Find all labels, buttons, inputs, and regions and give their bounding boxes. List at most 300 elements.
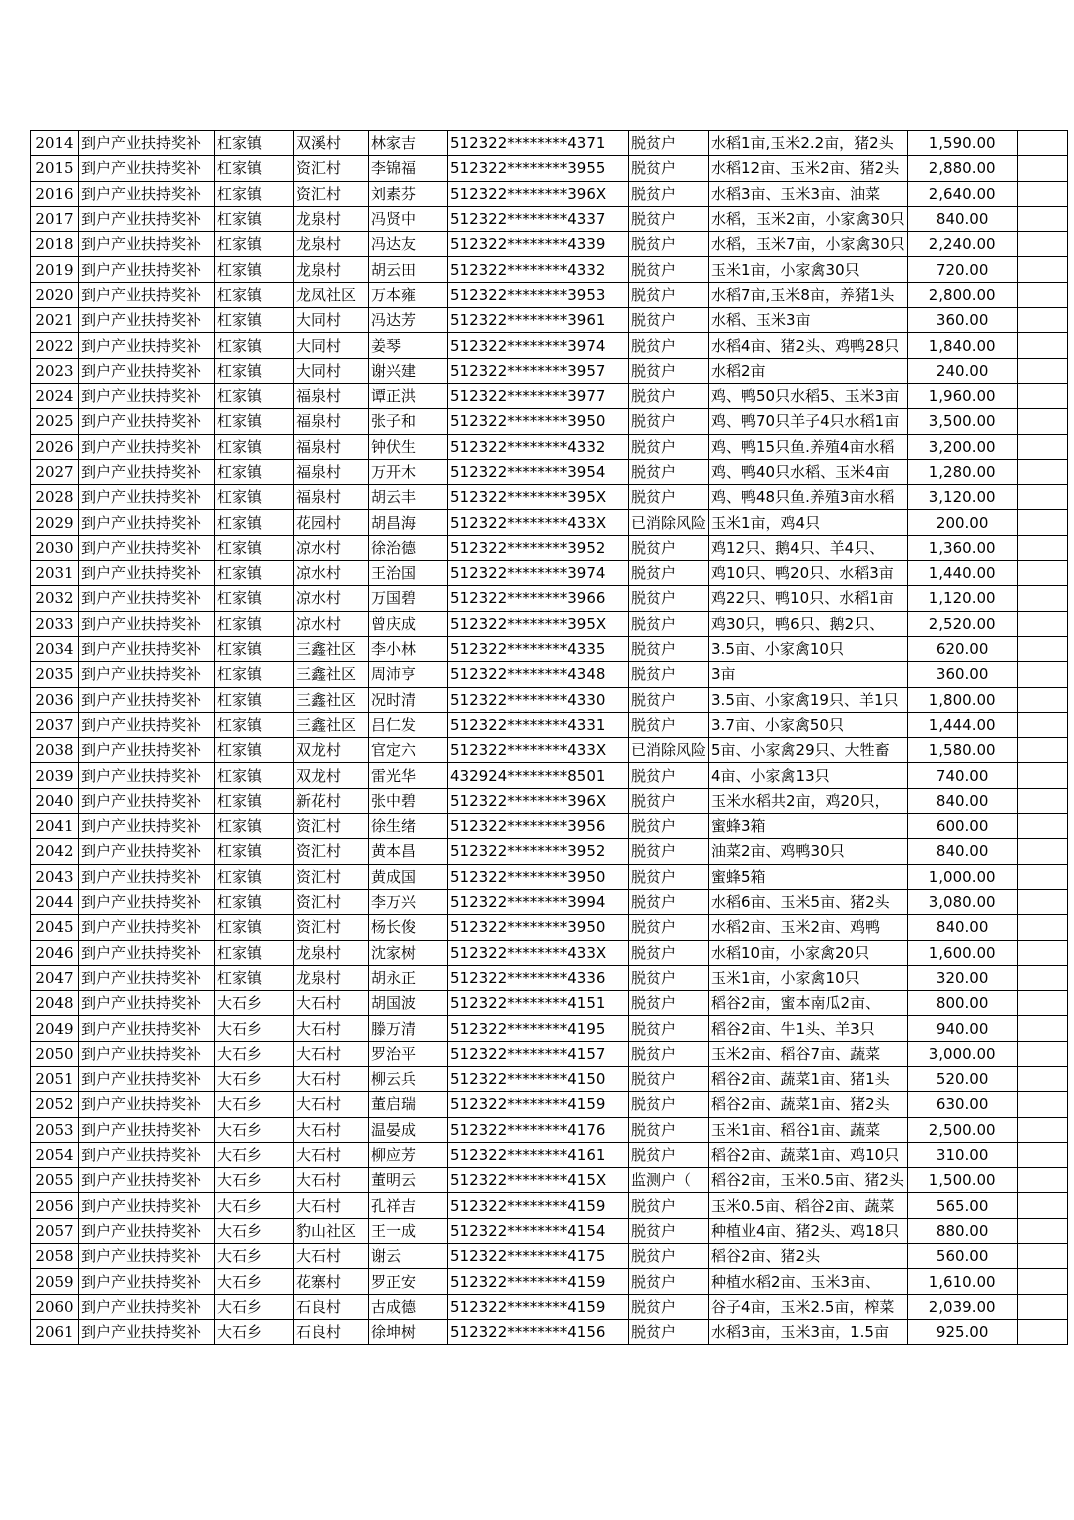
cell-village: 双龙村 xyxy=(294,738,369,763)
cell-remark xyxy=(1017,1168,1067,1193)
cell-amount: 740.00 xyxy=(907,763,1017,788)
cell-town: 杠家镇 xyxy=(215,232,294,257)
cell-town: 大石乡 xyxy=(215,1269,294,1294)
cell-amount: 925.00 xyxy=(907,1319,1017,1344)
cell-town: 杠家镇 xyxy=(215,712,294,737)
cell-subsidy-type: 到户产业扶持奖补 xyxy=(79,1319,215,1344)
cell-household-status: 脱贫户 xyxy=(629,1092,709,1117)
cell-amount: 2,880.00 xyxy=(907,156,1017,181)
cell-town: 大石乡 xyxy=(215,1168,294,1193)
cell-amount: 1,500.00 xyxy=(907,1168,1017,1193)
cell-village: 凉水村 xyxy=(294,611,369,636)
cell-id-number: 512322********4150 xyxy=(448,1066,629,1091)
cell-household-status: 脱贫户 xyxy=(629,308,709,333)
cell-industry-details: 3.7亩、小家禽50只 xyxy=(709,712,908,737)
cell-id-number: 512322********4176 xyxy=(448,1117,629,1142)
cell-name: 徐坤树 xyxy=(369,1319,448,1344)
cell-amount: 2,240.00 xyxy=(907,232,1017,257)
cell-town: 杠家镇 xyxy=(215,333,294,358)
cell-id-number: 512322********3952 xyxy=(448,839,629,864)
cell-remark xyxy=(1017,282,1067,307)
cell-industry-details: 鸡22只、鸭10只、水稻1亩 xyxy=(709,586,908,611)
cell-row-number: 2031 xyxy=(31,561,79,586)
cell-subsidy-type: 到户产业扶持奖补 xyxy=(79,763,215,788)
cell-subsidy-type: 到户产业扶持奖补 xyxy=(79,1016,215,1041)
cell-village: 新花村 xyxy=(294,788,369,813)
cell-village: 花寨村 xyxy=(294,1269,369,1294)
table-body xyxy=(31,131,1068,1345)
table-row xyxy=(31,1218,1068,1243)
cell-amount: 3,200.00 xyxy=(907,434,1017,459)
cell-household-status: 脱贫户 xyxy=(629,561,709,586)
cell-village: 大同村 xyxy=(294,308,369,333)
cell-household-status: 脱贫户 xyxy=(629,409,709,434)
cell-row-number: 2053 xyxy=(31,1117,79,1142)
cell-industry-details: 稻谷2亩、牛1头、羊3只 xyxy=(709,1016,908,1041)
cell-name: 温晏成 xyxy=(369,1117,448,1142)
cell-household-status: 脱贫户 xyxy=(629,156,709,181)
cell-subsidy-type: 到户产业扶持奖补 xyxy=(79,409,215,434)
cell-subsidy-type: 到户产业扶持奖补 xyxy=(79,1244,215,1269)
cell-amount: 520.00 xyxy=(907,1066,1017,1091)
cell-town: 杠家镇 xyxy=(215,459,294,484)
cell-remark xyxy=(1017,1269,1067,1294)
cell-amount: 310.00 xyxy=(907,1142,1017,1167)
cell-subsidy-type: 到户产业扶持奖补 xyxy=(79,358,215,383)
cell-amount: 560.00 xyxy=(907,1244,1017,1269)
cell-name: 李万兴 xyxy=(369,889,448,914)
cell-row-number: 2051 xyxy=(31,1066,79,1091)
cell-amount: 3,080.00 xyxy=(907,889,1017,914)
cell-village: 龙泉村 xyxy=(294,257,369,282)
cell-name: 董启瑞 xyxy=(369,1092,448,1117)
table-row xyxy=(31,206,1068,231)
cell-village: 大石村 xyxy=(294,1092,369,1117)
cell-subsidy-type: 到户产业扶持奖补 xyxy=(79,459,215,484)
table-row xyxy=(31,1117,1068,1142)
cell-town: 杠家镇 xyxy=(215,206,294,231)
table-row xyxy=(31,965,1068,990)
cell-row-number: 2025 xyxy=(31,409,79,434)
cell-row-number: 2019 xyxy=(31,257,79,282)
cell-id-number: 512322********4331 xyxy=(448,712,629,737)
cell-name: 万国碧 xyxy=(369,586,448,611)
cell-subsidy-type: 到户产业扶持奖补 xyxy=(79,1193,215,1218)
cell-industry-details: 水稻3亩，玉米3亩，1.5亩 xyxy=(709,1319,908,1344)
cell-id-number: 512322********4156 xyxy=(448,1319,629,1344)
cell-industry-details: 鸡、鸭50只水稻5、玉米3亩 xyxy=(709,383,908,408)
cell-village: 资汇村 xyxy=(294,156,369,181)
cell-town: 大石乡 xyxy=(215,1092,294,1117)
cell-remark xyxy=(1017,1218,1067,1243)
cell-village: 凉水村 xyxy=(294,535,369,560)
cell-village: 资汇村 xyxy=(294,181,369,206)
cell-town: 杠家镇 xyxy=(215,561,294,586)
cell-household-status: 脱贫户 xyxy=(629,763,709,788)
cell-row-number: 2024 xyxy=(31,383,79,408)
cell-industry-details: 水稻7亩,玉米8亩，养猪1头 xyxy=(709,282,908,307)
cell-industry-details: 3亩 xyxy=(709,662,908,687)
cell-amount: 200.00 xyxy=(907,510,1017,535)
cell-remark xyxy=(1017,232,1067,257)
cell-remark xyxy=(1017,409,1067,434)
cell-row-number: 2038 xyxy=(31,738,79,763)
cell-amount: 1,580.00 xyxy=(907,738,1017,763)
cell-remark xyxy=(1017,1092,1067,1117)
table-row xyxy=(31,611,1068,636)
cell-name: 古成德 xyxy=(369,1294,448,1319)
cell-industry-details: 鸡、鸭48只鱼.养殖3亩水稻 xyxy=(709,485,908,510)
cell-id-number: 512322********4335 xyxy=(448,636,629,661)
table-row xyxy=(31,535,1068,560)
cell-row-number: 2050 xyxy=(31,1041,79,1066)
cell-industry-details: 水稻12亩、玉米2亩、猪2头 xyxy=(709,156,908,181)
cell-id-number: 512322********4195 xyxy=(448,1016,629,1041)
cell-remark xyxy=(1017,788,1067,813)
cell-remark xyxy=(1017,586,1067,611)
cell-remark xyxy=(1017,839,1067,864)
cell-industry-details: 水稻2亩 xyxy=(709,358,908,383)
cell-id-number: 512322********3966 xyxy=(448,586,629,611)
cell-id-number: 512322********3950 xyxy=(448,864,629,889)
table-row xyxy=(31,131,1068,156)
table-row xyxy=(31,232,1068,257)
cell-row-number: 2048 xyxy=(31,991,79,1016)
cell-village: 龙泉村 xyxy=(294,940,369,965)
table-row xyxy=(31,1066,1068,1091)
cell-remark xyxy=(1017,1294,1067,1319)
cell-village: 龙泉村 xyxy=(294,965,369,990)
cell-id-number: 512322********4336 xyxy=(448,965,629,990)
cell-name: 冯达芳 xyxy=(369,308,448,333)
cell-industry-details: 稻谷2亩、猪2头 xyxy=(709,1244,908,1269)
cell-id-number: 512322********3950 xyxy=(448,409,629,434)
cell-village: 大同村 xyxy=(294,333,369,358)
cell-remark xyxy=(1017,636,1067,661)
cell-id-number: 512322********433X xyxy=(448,738,629,763)
cell-amount: 840.00 xyxy=(907,839,1017,864)
cell-name: 张子和 xyxy=(369,409,448,434)
table-row xyxy=(31,940,1068,965)
cell-amount: 1,440.00 xyxy=(907,561,1017,586)
cell-id-number: 512322********4332 xyxy=(448,257,629,282)
cell-subsidy-type: 到户产业扶持奖补 xyxy=(79,1269,215,1294)
cell-row-number: 2056 xyxy=(31,1193,79,1218)
cell-remark xyxy=(1017,864,1067,889)
cell-town: 大石乡 xyxy=(215,1319,294,1344)
cell-town: 杠家镇 xyxy=(215,864,294,889)
cell-row-number: 2022 xyxy=(31,333,79,358)
cell-village: 大同村 xyxy=(294,358,369,383)
cell-industry-details: 鸡30只，鸭6只、鹅2只、 xyxy=(709,611,908,636)
cell-household-status: 脱贫户 xyxy=(629,889,709,914)
cell-name: 官定六 xyxy=(369,738,448,763)
cell-id-number: 512322********4348 xyxy=(448,662,629,687)
cell-village: 大石村 xyxy=(294,1193,369,1218)
cell-id-number: 512322********3954 xyxy=(448,459,629,484)
cell-row-number: 2041 xyxy=(31,814,79,839)
cell-row-number: 2052 xyxy=(31,1092,79,1117)
cell-household-status: 脱贫户 xyxy=(629,586,709,611)
cell-town: 杠家镇 xyxy=(215,662,294,687)
cell-subsidy-type: 到户产业扶持奖补 xyxy=(79,662,215,687)
cell-town: 杠家镇 xyxy=(215,965,294,990)
cell-village: 龙泉村 xyxy=(294,232,369,257)
cell-subsidy-type: 到户产业扶持奖补 xyxy=(79,611,215,636)
cell-industry-details: 鸡12只、鹅4只、羊4只、 xyxy=(709,535,908,560)
cell-village: 三鑫社区 xyxy=(294,712,369,737)
table-row xyxy=(31,282,1068,307)
cell-household-status: 脱贫户 xyxy=(629,1016,709,1041)
cell-name: 钟伏生 xyxy=(369,434,448,459)
cell-name: 冯贤中 xyxy=(369,206,448,231)
cell-remark xyxy=(1017,915,1067,940)
cell-subsidy-type: 到户产业扶持奖补 xyxy=(79,1142,215,1167)
cell-subsidy-type: 到户产业扶持奖补 xyxy=(79,687,215,712)
cell-row-number: 2059 xyxy=(31,1269,79,1294)
cell-household-status: 脱贫户 xyxy=(629,333,709,358)
cell-village: 凉水村 xyxy=(294,586,369,611)
cell-subsidy-type: 到户产业扶持奖补 xyxy=(79,1041,215,1066)
table-row xyxy=(31,1269,1068,1294)
cell-name: 谢兴建 xyxy=(369,358,448,383)
cell-row-number: 2014 xyxy=(31,131,79,156)
table-row xyxy=(31,358,1068,383)
cell-id-number: 512322********3956 xyxy=(448,814,629,839)
cell-subsidy-type: 到户产业扶持奖补 xyxy=(79,1117,215,1142)
cell-village: 大石村 xyxy=(294,1016,369,1041)
cell-row-number: 2035 xyxy=(31,662,79,687)
cell-subsidy-type: 到户产业扶持奖补 xyxy=(79,561,215,586)
cell-remark xyxy=(1017,814,1067,839)
cell-household-status: 脱贫户 xyxy=(629,839,709,864)
cell-name: 李锦福 xyxy=(369,156,448,181)
cell-village: 大石村 xyxy=(294,1066,369,1091)
cell-town: 杠家镇 xyxy=(215,181,294,206)
cell-remark xyxy=(1017,611,1067,636)
cell-id-number: 512322********4161 xyxy=(448,1142,629,1167)
cell-household-status: 脱贫户 xyxy=(629,257,709,282)
cell-industry-details: 玉米1亩，鸡4只 xyxy=(709,510,908,535)
cell-household-status: 脱贫户 xyxy=(629,712,709,737)
cell-name: 万开木 xyxy=(369,459,448,484)
cell-household-status: 脱贫户 xyxy=(629,662,709,687)
cell-remark xyxy=(1017,510,1067,535)
cell-town: 杠家镇 xyxy=(215,308,294,333)
cell-amount: 800.00 xyxy=(907,991,1017,1016)
cell-amount: 2,500.00 xyxy=(907,1117,1017,1142)
cell-household-status: 脱贫户 xyxy=(629,991,709,1016)
cell-village: 花园村 xyxy=(294,510,369,535)
cell-name: 滕万清 xyxy=(369,1016,448,1041)
cell-id-number: 432924********8501 xyxy=(448,763,629,788)
cell-remark xyxy=(1017,1319,1067,1344)
table-row xyxy=(31,1319,1068,1344)
cell-industry-details: 玉米水稻共2亩，鸡20只， xyxy=(709,788,908,813)
table-row xyxy=(31,1193,1068,1218)
cell-subsidy-type: 到户产业扶持奖补 xyxy=(79,965,215,990)
cell-id-number: 512322********3952 xyxy=(448,535,629,560)
cell-town: 杠家镇 xyxy=(215,738,294,763)
cell-subsidy-type: 到户产业扶持奖补 xyxy=(79,257,215,282)
cell-industry-details: 水稻4亩、猪2头、鸡鸭28只 xyxy=(709,333,908,358)
cell-village: 凉水村 xyxy=(294,561,369,586)
cell-id-number: 512322********3953 xyxy=(448,282,629,307)
cell-household-status: 脱贫户 xyxy=(629,485,709,510)
cell-name: 林家吉 xyxy=(369,131,448,156)
cell-row-number: 2026 xyxy=(31,434,79,459)
cell-industry-details: 水稻6亩、玉米5亩、猪2头 xyxy=(709,889,908,914)
cell-household-status: 脱贫户 xyxy=(629,636,709,661)
cell-row-number: 2039 xyxy=(31,763,79,788)
table-row xyxy=(31,257,1068,282)
cell-id-number: 512322********3955 xyxy=(448,156,629,181)
cell-subsidy-type: 到户产业扶持奖补 xyxy=(79,1218,215,1243)
cell-row-number: 2027 xyxy=(31,459,79,484)
cell-row-number: 2061 xyxy=(31,1319,79,1344)
cell-town: 杠家镇 xyxy=(215,510,294,535)
cell-name: 胡云田 xyxy=(369,257,448,282)
cell-subsidy-type: 到户产业扶持奖补 xyxy=(79,485,215,510)
cell-row-number: 2042 xyxy=(31,839,79,864)
cell-amount: 600.00 xyxy=(907,814,1017,839)
cell-town: 杠家镇 xyxy=(215,131,294,156)
cell-town: 杠家镇 xyxy=(215,485,294,510)
cell-village: 资汇村 xyxy=(294,889,369,914)
table-row xyxy=(31,839,1068,864)
cell-id-number: 512322********3957 xyxy=(448,358,629,383)
cell-town: 杠家镇 xyxy=(215,763,294,788)
cell-industry-details: 种植业4亩、猪2头、鸡18只 xyxy=(709,1218,908,1243)
cell-household-status: 脱贫户 xyxy=(629,1066,709,1091)
cell-name: 刘素芬 xyxy=(369,181,448,206)
cell-subsidy-type: 到户产业扶持奖补 xyxy=(79,1066,215,1091)
cell-industry-details: 鸡、鸭40只水稻、玉米4亩 xyxy=(709,459,908,484)
cell-village: 龙凤社区 xyxy=(294,282,369,307)
table-row xyxy=(31,434,1068,459)
cell-village: 三鑫社区 xyxy=(294,662,369,687)
cell-household-status: 脱贫户 xyxy=(629,282,709,307)
cell-id-number: 512322********4154 xyxy=(448,1218,629,1243)
cell-name: 柳云兵 xyxy=(369,1066,448,1091)
cell-remark xyxy=(1017,485,1067,510)
cell-subsidy-type: 到户产业扶持奖补 xyxy=(79,940,215,965)
cell-id-number: 512322********4337 xyxy=(448,206,629,231)
cell-name: 周沛亨 xyxy=(369,662,448,687)
cell-subsidy-type: 到户产业扶持奖补 xyxy=(79,181,215,206)
cell-id-number: 512322********3974 xyxy=(448,333,629,358)
table-row xyxy=(31,738,1068,763)
cell-village: 豹山社区 xyxy=(294,1218,369,1243)
cell-remark xyxy=(1017,206,1067,231)
cell-village: 大石村 xyxy=(294,1142,369,1167)
cell-village: 大石村 xyxy=(294,991,369,1016)
cell-village: 资汇村 xyxy=(294,814,369,839)
cell-row-number: 2044 xyxy=(31,889,79,914)
table-row xyxy=(31,763,1068,788)
cell-household-status: 脱贫户 xyxy=(629,535,709,560)
cell-subsidy-type: 到户产业扶持奖补 xyxy=(79,535,215,560)
cell-subsidy-type: 到户产业扶持奖补 xyxy=(79,156,215,181)
cell-row-number: 2030 xyxy=(31,535,79,560)
cell-industry-details: 水稻，玉米7亩，小家禽30只 xyxy=(709,232,908,257)
cell-subsidy-type: 到户产业扶持奖补 xyxy=(79,889,215,914)
cell-row-number: 2023 xyxy=(31,358,79,383)
cell-name: 黄本昌 xyxy=(369,839,448,864)
cell-subsidy-type: 到户产业扶持奖补 xyxy=(79,510,215,535)
cell-industry-details: 谷子4亩，玉米2.5亩，榨菜 xyxy=(709,1294,908,1319)
cell-subsidy-type: 到户产业扶持奖补 xyxy=(79,814,215,839)
cell-subsidy-type: 到户产业扶持奖补 xyxy=(79,586,215,611)
table-row xyxy=(31,485,1068,510)
cell-industry-details: 水稻10亩，小家禽20只 xyxy=(709,940,908,965)
cell-name: 沈家树 xyxy=(369,940,448,965)
cell-id-number: 512322********396X xyxy=(448,788,629,813)
cell-town: 大石乡 xyxy=(215,1066,294,1091)
cell-id-number: 512322********4159 xyxy=(448,1294,629,1319)
cell-town: 大石乡 xyxy=(215,1016,294,1041)
cell-row-number: 2043 xyxy=(31,864,79,889)
table-row xyxy=(31,687,1068,712)
cell-household-status: 脱贫户 xyxy=(629,1142,709,1167)
table-row xyxy=(31,636,1068,661)
table-row xyxy=(31,1092,1068,1117)
cell-name: 谢云 xyxy=(369,1244,448,1269)
cell-industry-details: 水稻，玉米2亩，小家禽30只 xyxy=(709,206,908,231)
cell-household-status: 已消除风险 xyxy=(629,738,709,763)
cell-industry-details: 3.5亩、小家禽19只、羊1只 xyxy=(709,687,908,712)
cell-remark xyxy=(1017,662,1067,687)
cell-household-status: 脱贫户 xyxy=(629,1269,709,1294)
cell-household-status: 脱贫户 xyxy=(629,814,709,839)
cell-subsidy-type: 到户产业扶持奖补 xyxy=(79,232,215,257)
table-row xyxy=(31,1016,1068,1041)
cell-household-status: 脱贫户 xyxy=(629,1294,709,1319)
cell-name: 李小林 xyxy=(369,636,448,661)
cell-household-status: 脱贫户 xyxy=(629,864,709,889)
cell-amount: 840.00 xyxy=(907,915,1017,940)
table-row xyxy=(31,510,1068,535)
cell-remark xyxy=(1017,131,1067,156)
cell-household-status: 监测户（ xyxy=(629,1168,709,1193)
cell-name: 万本雍 xyxy=(369,282,448,307)
table-row xyxy=(31,561,1068,586)
cell-name: 王治国 xyxy=(369,561,448,586)
cell-name: 徐治德 xyxy=(369,535,448,560)
cell-id-number: 512322********4371 xyxy=(448,131,629,156)
cell-amount: 3,120.00 xyxy=(907,485,1017,510)
cell-household-status: 脱贫户 xyxy=(629,1117,709,1142)
cell-id-number: 512322********4339 xyxy=(448,232,629,257)
cell-amount: 1,800.00 xyxy=(907,687,1017,712)
cell-remark xyxy=(1017,434,1067,459)
cell-name: 孔祥吉 xyxy=(369,1193,448,1218)
cell-id-number: 512322********3974 xyxy=(448,561,629,586)
cell-subsidy-type: 到户产业扶持奖补 xyxy=(79,206,215,231)
subsidy-table xyxy=(30,130,1068,1345)
cell-industry-details: 玉米1亩，小家禽10只 xyxy=(709,965,908,990)
cell-village: 大石村 xyxy=(294,1041,369,1066)
cell-id-number: 512322********4175 xyxy=(448,1244,629,1269)
table-row xyxy=(31,181,1068,206)
cell-name: 张中碧 xyxy=(369,788,448,813)
cell-amount: 840.00 xyxy=(907,206,1017,231)
cell-amount: 3,500.00 xyxy=(907,409,1017,434)
cell-industry-details: 蜜蜂5箱 xyxy=(709,864,908,889)
table-row xyxy=(31,889,1068,914)
cell-industry-details: 水稻2亩、玉米2亩、鸡鸭 xyxy=(709,915,908,940)
cell-subsidy-type: 到户产业扶持奖补 xyxy=(79,839,215,864)
